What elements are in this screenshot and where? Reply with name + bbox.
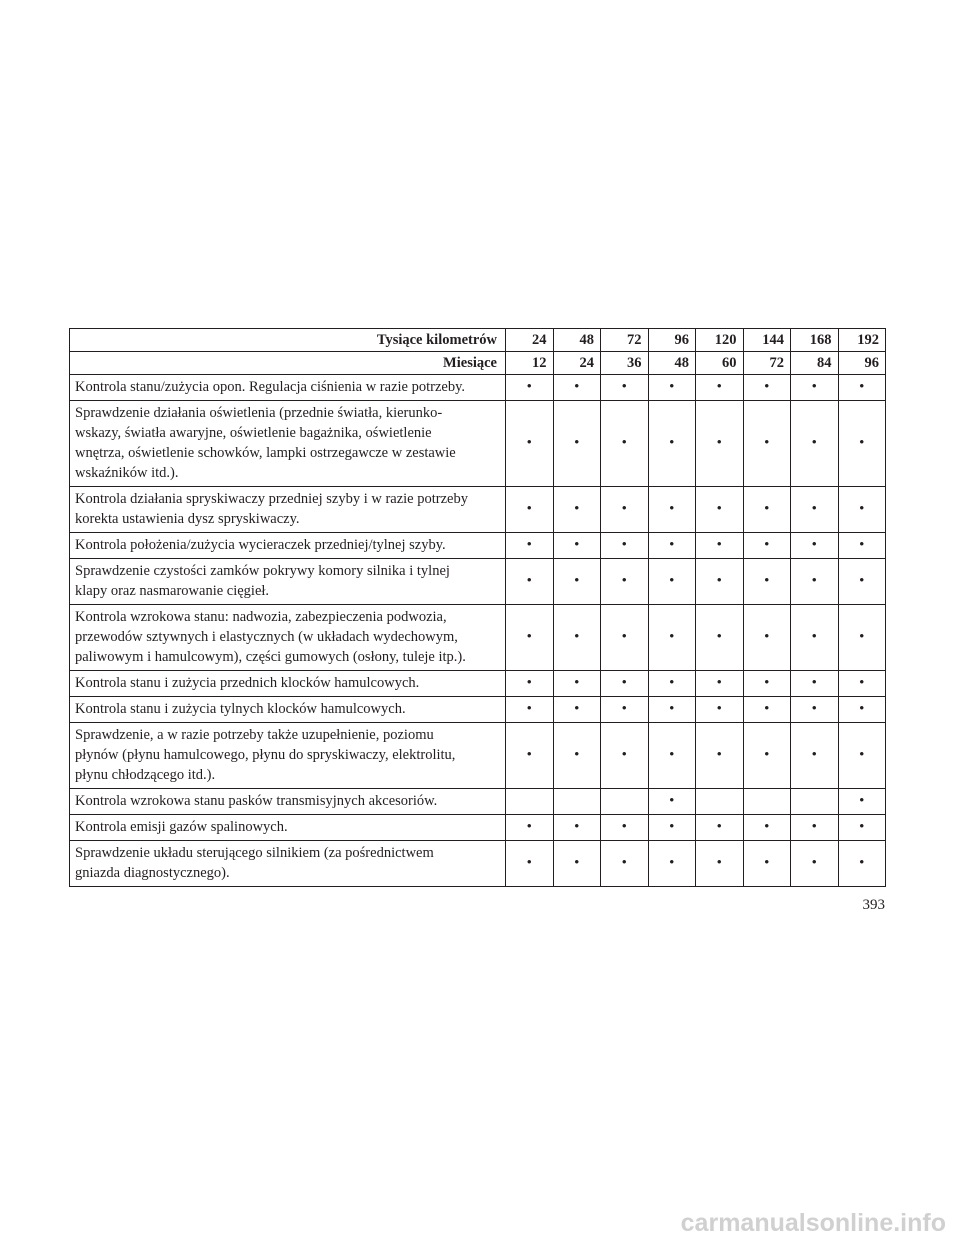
service-mark: •	[838, 789, 886, 815]
task-description	[70, 375, 506, 401]
service-mark: •	[743, 841, 791, 887]
km-value: 120	[696, 329, 744, 352]
task-line: Kontrola wzrokowa stanu: nadwozia, zabezpieczenia podwozia,	[75, 609, 447, 625]
service-mark: •	[648, 401, 696, 487]
service-mark: •	[743, 533, 791, 559]
service-mark: •	[838, 723, 886, 789]
task-description	[70, 605, 506, 671]
month-value: 12	[506, 352, 554, 375]
month-value: 72	[743, 352, 791, 375]
task-description	[70, 559, 506, 605]
service-mark: •	[838, 605, 886, 671]
task-line: paliwowym i hamulcowym), części gumowych (osłony, tuleje itp.).	[75, 649, 466, 665]
km-header-label: Tysiące kilometrów	[70, 329, 506, 352]
service-mark: •	[696, 723, 744, 789]
service-mark: •	[648, 671, 696, 697]
service-mark: •	[553, 697, 601, 723]
service-mark: •	[506, 671, 554, 697]
service-mark: •	[791, 533, 839, 559]
service-mark: •	[601, 533, 649, 559]
service-mark: •	[791, 487, 839, 533]
service-mark: •	[696, 401, 744, 487]
service-mark: •	[553, 401, 601, 487]
task-description	[70, 487, 506, 533]
service-mark: •	[601, 841, 649, 887]
service-mark: •	[696, 671, 744, 697]
table-row	[70, 841, 886, 887]
month-value: 24	[553, 352, 601, 375]
task-line: Kontrola działania spryskiwaczy przedniej szyby i w razie potrzeby	[75, 491, 468, 507]
months-header-label: Miesiące	[70, 352, 506, 375]
service-mark: •	[696, 815, 744, 841]
task-line: klapy oraz nasmarowanie cięgieł.	[75, 583, 270, 599]
months-header-row	[70, 352, 886, 375]
service-mark: •	[553, 841, 601, 887]
service-mark: •	[743, 487, 791, 533]
km-value: 168	[791, 329, 839, 352]
service-mark	[506, 789, 554, 815]
km-value: 72	[601, 329, 649, 352]
table-row	[70, 815, 886, 841]
table-row	[70, 401, 886, 487]
task-line: korekta ustawienia dysz spryskiwaczy.	[75, 511, 300, 527]
service-mark: •	[696, 697, 744, 723]
service-mark: •	[696, 533, 744, 559]
service-mark	[696, 789, 744, 815]
task-line: gniazda diagnostycznego).	[75, 865, 230, 881]
table-row	[70, 533, 886, 559]
task-line: Kontrola stanu/zużycia opon. Regulacja ciśnienia w razie potrzeby.	[75, 379, 466, 395]
service-mark: •	[601, 401, 649, 487]
service-mark: •	[791, 375, 839, 401]
service-mark: •	[506, 723, 554, 789]
service-mark: •	[506, 841, 554, 887]
service-mark: •	[838, 533, 886, 559]
task-line: Sprawdzenie działania oświetlenia (przednie światła, kierunko-	[75, 405, 443, 421]
task-line: Kontrola emisji gazów spalinowych.	[75, 819, 288, 835]
service-mark: •	[553, 723, 601, 789]
service-mark: •	[506, 559, 554, 605]
km-value: 144	[743, 329, 791, 352]
service-mark: •	[838, 401, 886, 487]
service-mark: •	[601, 605, 649, 671]
service-mark: •	[648, 815, 696, 841]
service-mark: •	[743, 815, 791, 841]
service-mark: •	[743, 375, 791, 401]
service-mark: •	[601, 559, 649, 605]
service-mark: •	[696, 841, 744, 887]
table-row	[70, 559, 886, 605]
table-row	[70, 671, 886, 697]
service-mark: •	[838, 671, 886, 697]
service-mark: •	[838, 815, 886, 841]
service-mark: •	[743, 697, 791, 723]
service-mark: •	[506, 697, 554, 723]
service-mark: •	[791, 841, 839, 887]
service-mark: •	[838, 697, 886, 723]
service-mark: •	[743, 401, 791, 487]
month-value: 36	[601, 352, 649, 375]
page-number: 393	[862, 897, 885, 913]
task-description	[70, 671, 506, 697]
service-mark	[743, 789, 791, 815]
service-mark: •	[553, 487, 601, 533]
task-description	[70, 789, 506, 815]
site-watermark: carmanualsonline.info	[680, 1209, 946, 1237]
task-description	[70, 533, 506, 559]
service-mark: •	[696, 559, 744, 605]
service-mark: •	[601, 671, 649, 697]
service-mark: •	[648, 789, 696, 815]
km-header-row	[70, 329, 886, 352]
service-mark: •	[553, 375, 601, 401]
service-mark	[601, 789, 649, 815]
service-mark: •	[838, 559, 886, 605]
month-value: 96	[838, 352, 886, 375]
service-mark: •	[553, 815, 601, 841]
service-mark: •	[648, 723, 696, 789]
task-description	[70, 841, 506, 887]
service-mark: •	[838, 375, 886, 401]
service-mark	[553, 789, 601, 815]
service-mark: •	[648, 841, 696, 887]
service-mark: •	[696, 487, 744, 533]
month-value: 84	[791, 352, 839, 375]
service-mark: •	[648, 697, 696, 723]
task-line: Kontrola stanu i zużycia przednich klocków hamulcowych.	[75, 675, 420, 691]
task-line: płynów (płynu hamulcowego, płynu do spryskiwaczy, elektrolitu,	[75, 747, 456, 763]
task-line: Kontrola wzrokowa stanu pasków transmisyjnych akcesoriów.	[75, 793, 438, 809]
service-mark: •	[601, 487, 649, 533]
task-line: wnętrza, oświetlenie schowków, lampki ostrzegawcze w zestawie	[75, 445, 456, 461]
task-description	[70, 697, 506, 723]
table-row	[70, 789, 886, 815]
service-mark: •	[506, 605, 554, 671]
service-mark: •	[791, 401, 839, 487]
table-row	[70, 487, 886, 533]
service-mark: •	[791, 815, 839, 841]
task-line: wskaźników itd.).	[75, 465, 179, 481]
month-value: 48	[648, 352, 696, 375]
task-line: Sprawdzenie, a w razie potrzeby także uzupełnienie, poziomu	[75, 727, 434, 743]
service-mark: •	[838, 487, 886, 533]
service-mark: •	[838, 841, 886, 887]
service-mark: •	[601, 815, 649, 841]
service-mark: •	[601, 697, 649, 723]
task-line: Kontrola położenia/zużycia wycieraczek przedniej/tylnej szyby.	[75, 537, 446, 553]
km-value: 48	[553, 329, 601, 352]
service-mark: •	[553, 671, 601, 697]
task-description	[70, 401, 506, 487]
service-mark: •	[791, 559, 839, 605]
task-description	[70, 815, 506, 841]
task-description	[70, 723, 506, 789]
service-mark: •	[791, 723, 839, 789]
service-mark: •	[696, 375, 744, 401]
service-mark: •	[601, 723, 649, 789]
service-mark: •	[506, 401, 554, 487]
table-row	[70, 723, 886, 789]
task-line: płynu chłodzącego itd.).	[75, 767, 216, 783]
table-row	[70, 605, 886, 671]
km-value: 192	[838, 329, 886, 352]
service-mark: •	[506, 487, 554, 533]
service-mark: •	[743, 671, 791, 697]
km-value: 96	[648, 329, 696, 352]
service-mark: •	[553, 559, 601, 605]
service-mark: •	[791, 671, 839, 697]
service-mark: •	[601, 375, 649, 401]
month-value: 60	[696, 352, 744, 375]
service-mark: •	[648, 375, 696, 401]
table-row	[70, 697, 886, 723]
service-mark: •	[648, 533, 696, 559]
service-mark: •	[648, 559, 696, 605]
service-mark: •	[506, 815, 554, 841]
service-mark: •	[648, 487, 696, 533]
task-line: przewodów sztywnych i elastycznych (w układach wydechowym,	[75, 629, 458, 645]
service-mark: •	[791, 605, 839, 671]
service-mark: •	[553, 605, 601, 671]
service-mark: •	[506, 533, 554, 559]
service-mark: •	[648, 605, 696, 671]
task-line: wskazy, światła awaryjne, oświetlenie bagażnika, oświetlenie	[75, 425, 432, 441]
service-mark: •	[506, 375, 554, 401]
task-line: Sprawdzenie czystości zamków pokrywy komory silnika i tylnej	[75, 563, 450, 579]
schedule-body	[70, 329, 886, 887]
task-line: Kontrola stanu i zużycia tylnych klocków hamulcowych.	[75, 701, 406, 717]
service-mark: •	[743, 605, 791, 671]
service-mark: •	[696, 605, 744, 671]
task-line: Sprawdzenie układu sterującego silnikiem (za pośrednictwem	[75, 845, 434, 861]
km-value: 24	[506, 329, 554, 352]
service-mark: •	[553, 533, 601, 559]
service-mark: •	[791, 697, 839, 723]
service-mark: •	[743, 723, 791, 789]
table-row	[70, 375, 886, 401]
maintenance-schedule-table	[69, 328, 886, 887]
service-mark	[791, 789, 839, 815]
service-mark: •	[743, 559, 791, 605]
